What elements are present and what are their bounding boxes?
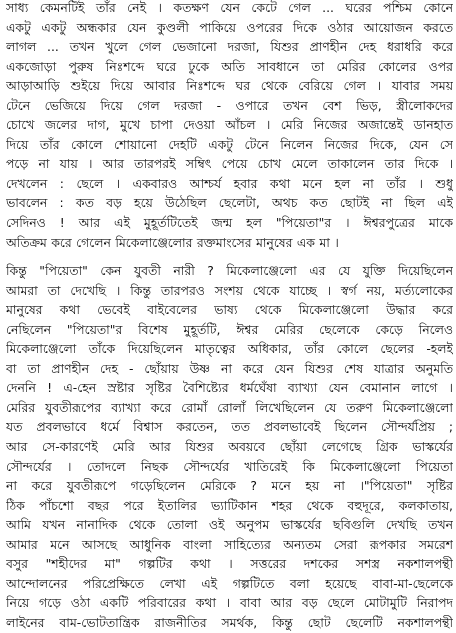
text-line: মানুষের কথা ভেবেই বাইবেলের ভাষ্য থেকে মিকেলাঞ্জেলো উদ্ধার করে (6, 302, 453, 318)
text-line: আমার মনে আসছে আধুনিক বাংলা সাহিত্যের অন্যতম সেরা রূপকার সমরেশ (6, 536, 453, 552)
text-line: আমি যখন নানাদিক থেকে তোলা ওই অনুপম ভাস্কর্যের ছবিগুলি দেখছি তখন (6, 517, 453, 533)
text-line: একজোড়া পুরুষ নিঃশব্দে ঘরে ঢুকে অতি সাবধানে তা মেরির কোলের ওপর (6, 58, 453, 74)
text-line: সৌন্দর্যের । তোদলে নিছক সৌন্দর্যের খাতিরেই কি মিকেলাঞ্জেলো পিয়েতা (6, 458, 453, 474)
text-line: নেছিলেন "পিয়েতা"র বিশেষ মুহূর্তটি, ঈশ্বর মেরির ছেলেকে কেড়ে নিলেও (6, 321, 453, 337)
text-line: কিন্তু "পিয়েতা" কেন যুবতী নারী ? মিকেলাঞ্জেলো এর যে যুক্তি দিয়েছিলেন (6, 263, 453, 279)
text-line: নিয়ে গড়ে ওঠা একটি পরিবারের কথা । বাবা আর বড় ছেলে মোটামুটি নিরাপদ (6, 595, 453, 611)
text-line: বা তা প্রাণহীন দেহ - ছোঁয়ায় উষ্ণ না করে যেন যিশুর শেষ যাত্রার অনুমতি (6, 360, 453, 376)
text-line: একটু একটু অন্ধকার যেন কুণ্ডলী পাকিয়ে ওপরের দিকে ওঠার আয়োজন করতে (6, 19, 453, 35)
text-line: লাইনের বাম-ভোটতান্ত্রিক রাজনীতির সমর্থক, কিন্তু ছোট ছেলেটি নকশালপন্থী (6, 614, 453, 630)
text-line: মিকেলাঞ্জেলো তাঁকে দিয়েছিলেন মাতৃত্বের অধিকার, তাঁর কোলে ছেলের -হলই (6, 341, 453, 357)
text-line: বসুর "শহীদের মা" গল্পটির কথা । সত্তরের দশকের সশস্ত্র নকশালপন্থী (6, 556, 453, 572)
text-line: লাগল ... তখন খুলে গেল ভেজানো দরজা, যিশুর প্রাণহীন দেহ ধরাধরি করে (6, 39, 453, 55)
text-line: যত প্রবলভাবে ধর্মে বিশ্বাস করতেন, তত প্রবলভাবেই ছিলেন সৌন্দর্যপ্রিয় ; (6, 419, 453, 435)
text-line: আমরা তা দেখেছি । কিন্তু তারপরও সংশয় থেকে যাচ্ছে । স্বর্গ নয়, মর্ত্যলোকের (6, 282, 453, 298)
text-line: দেখলেন : ছেলে । একবারও আশ্চর্য হবার কথা মনে হল না তাঁর । শুধু (6, 175, 453, 191)
text-line: আর সে-কারণেই মেরি আর যিশুর অবয়বে ছোঁয়া লেগেছে গ্রিক ভাস্কর্যের (6, 439, 453, 455)
text-line: সেদিনও ! আর এই মুহূর্তটিতেই জন্ম হল "পিয়েতা"র । ঈশ্বরপুত্রের মাকে (6, 215, 453, 231)
text-line: মেরির যুবতীরূপের ব্যাখ্যা করে রোমাঁ রোলাঁ লিখেছিলেন যে তরুণ মিকেলাঞ্জেলো (6, 399, 453, 415)
text-line: অতিক্রম করে গেলেন মিকেলাঞ্জেলোর রক্তমাংসের মানুষের এক মা । (6, 234, 339, 250)
text-line: সাধ্য কেমনটিই তাঁর নেই । কতক্ষণ যেন কেটে গেল ... ঘরের পশ্চিম কোনে (6, 0, 453, 15)
text-line: দিয়ে তাঁর কোলে শোয়ানো দেহটি একটু টেনে নিলেন নিজের দিকে, যেন সে (6, 136, 453, 152)
text-line: না করে যুবতীরূপে গড়েছিলেন মেরিকে ? মনে হয় না ।"পিয়েতা" সৃষ্টির (6, 478, 453, 494)
text-line: টেনে ভেজিয়ে দিয়ে গেল দরজা - ওপারে তখন বেশ ভিড়, স্ত্রীলোকদের (6, 97, 453, 113)
text-line: আড়াআড়ি শুইয়ে দিয়ে আবার নিঃশব্দে ঘর থেকে বেরিয়ে গেল । যাবার সময় (6, 78, 453, 94)
text-line: ঠিক পাঁচশো বছর পরে ইতালির ভ্যাটিকান শহর থেকে বহুদূরে, কলকাতায়, (6, 497, 453, 513)
text-line: দেননি ! এ-হেন স্রষ্টার সৃষ্টির বৈশিষ্ট্যের ধর্মঘেঁষা ব্যাখ্যা যেন বেমানান লাগে । (6, 380, 453, 396)
text-line: ভাবলেন : কত বড় হয়ে উঠেছিল ছেলেটা, অথচ কত ছোটই না ছিল এই (6, 195, 453, 211)
text-line: পড়ে না যায় । আর তারপরই সম্বিৎ পেয়ে চোখ মেলে তাকালেন তার দিকে । (6, 156, 453, 172)
paragraph-pieta-moment (6, 0, 453, 252)
paragraph-young-mary (6, 261, 453, 632)
text-line: আন্দোলনের পরিপ্রেক্ষিতে লেখা এই গল্পটিতে বলা হয়েছে বাবা-মা-ছেলেকে (6, 575, 453, 591)
text-line: চোখে জলের দাগ, মুখে চাপা দেওয়া আঁচল । মেরি নিজের অজান্তেই ডানহাত (6, 117, 453, 133)
